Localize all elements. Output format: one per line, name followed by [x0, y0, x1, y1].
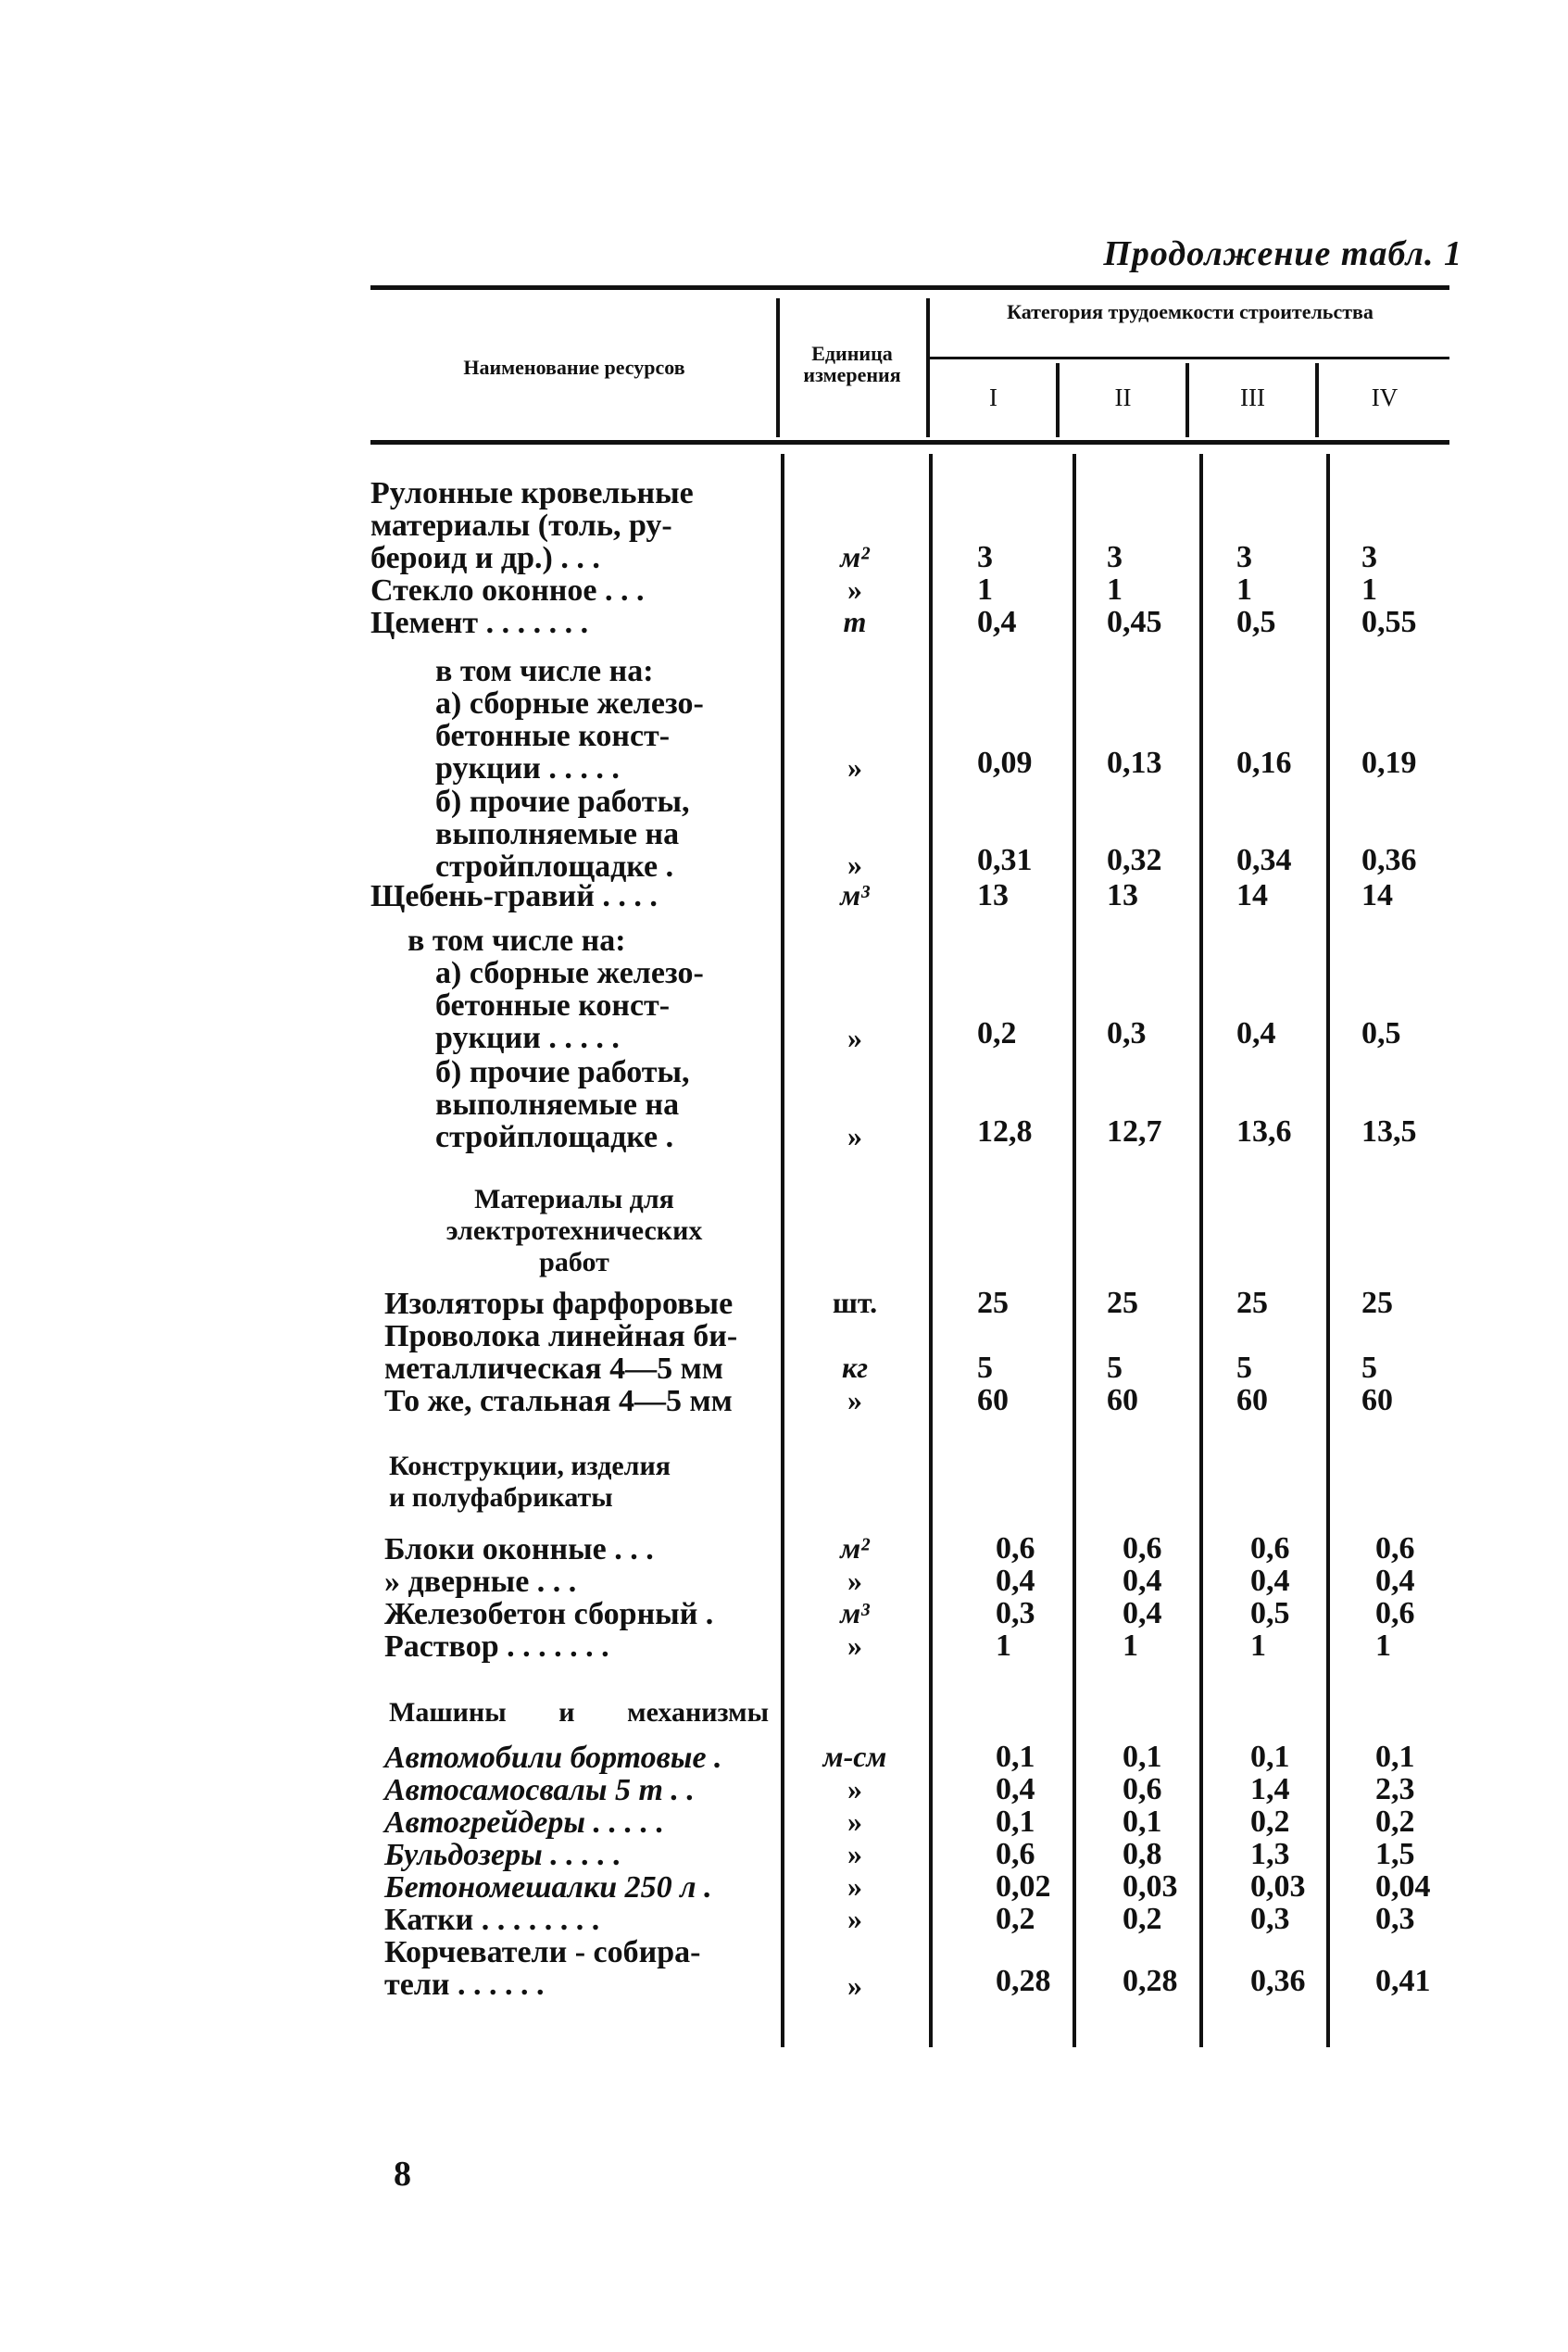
header-divider-name-unit: [776, 298, 780, 437]
header-name-column: Наименование ресурсов: [463, 356, 685, 379]
row-value-cat-4: 0,36: [1361, 843, 1417, 877]
row-name: Бульдозеры . . . . .: [384, 1838, 621, 1872]
row-unit: т: [843, 605, 867, 638]
body-divider-cat-2: [1199, 454, 1203, 2047]
row-unit: м³: [840, 1596, 870, 1629]
row-name: Проволока линейная би- металлическая 4—5 мм: [384, 1319, 738, 1386]
row-unit: »: [847, 1772, 862, 1805]
header-bottom-rule: [370, 440, 1449, 445]
row-value-cat-3: 60: [1236, 1383, 1268, 1417]
row-value-cat-2: 1: [1107, 572, 1123, 607]
row-value-cat-2: 60: [1107, 1383, 1138, 1417]
row-value-cat-4: 0,1: [1375, 1740, 1415, 1774]
row-value-cat-2: 0,4: [1123, 1596, 1162, 1630]
row-value-cat-3: 1,3: [1250, 1837, 1290, 1871]
row-value-cat-1: 0,3: [996, 1596, 1035, 1630]
row-value-cat-3: 0,4: [1250, 1564, 1290, 1598]
row-value-cat-3: 0,4: [1236, 1016, 1276, 1050]
body-divider-name-unit: [781, 454, 784, 2047]
row-value-cat-2: 0,13: [1107, 746, 1162, 780]
row-value-cat-1: 0,1: [996, 1805, 1035, 1839]
row-value-cat-2: 0,1: [1123, 1740, 1162, 1774]
row-value-cat-3: 0,3: [1250, 1902, 1290, 1936]
row-unit: »: [847, 1021, 862, 1054]
row-value-cat-4: 14: [1361, 878, 1393, 912]
row-name: Стекло оконное . . .: [370, 573, 645, 608]
row-value-cat-2: 5: [1107, 1351, 1123, 1385]
row-name: Корчеватели - собира- тели . . . . . .: [384, 1935, 701, 2002]
row-unit: »: [847, 1837, 862, 1870]
row-value-cat-1: 0,31: [977, 843, 1033, 877]
row-value-cat-4: 25: [1361, 1286, 1393, 1320]
row-value-cat-2: 0,45: [1107, 605, 1162, 639]
row-value-cat-4: 3: [1361, 540, 1377, 574]
row-unit: шт.: [832, 1286, 878, 1319]
header-unit-column: Единица измерения: [803, 342, 901, 387]
body-divider-cat-3: [1326, 454, 1330, 2047]
header-category-3: III: [1240, 384, 1265, 411]
row-value-cat-4: 0,55: [1361, 605, 1417, 639]
row-value-cat-3: 13,6: [1236, 1114, 1292, 1149]
row-unit: кг: [841, 1351, 869, 1384]
row-value-cat-4: 0,2: [1375, 1805, 1415, 1839]
header-divider-cat-3: [1315, 363, 1319, 437]
row-value-cat-1: 0,2: [977, 1016, 1017, 1050]
row-value-cat-4: 1: [1375, 1629, 1391, 1663]
row-name: Автомобили бортовые .: [384, 1741, 722, 1775]
row-value-cat-1: 0,4: [996, 1772, 1035, 1806]
row-name: б) прочие работы, выполняемые на стройплощадке .: [435, 785, 690, 884]
row-value-cat-1: 12,8: [977, 1114, 1033, 1149]
row-value-cat-2: 0,3: [1107, 1016, 1147, 1050]
row-subheading: в том числе на:: [435, 654, 654, 688]
row-value-cat-2: 0,6: [1123, 1772, 1162, 1806]
row-name: Изоляторы фарфоровые: [384, 1287, 734, 1321]
row-name: Блоки оконные . . .: [384, 1532, 654, 1566]
row-name: Щебень-гравий . . . .: [370, 879, 658, 913]
row-value-cat-2: 3: [1107, 540, 1123, 574]
body-divider-cat-1: [1073, 454, 1076, 2047]
row-name: Бетономешалки 250 л .: [384, 1870, 712, 1905]
row-name: Железобетон сборный .: [384, 1597, 714, 1631]
row-value-cat-4: 1,5: [1375, 1837, 1415, 1871]
row-subheading: в том числе на:: [408, 924, 626, 958]
table-top-rule: [370, 285, 1449, 290]
row-value-cat-2: 25: [1107, 1286, 1138, 1320]
row-value-cat-4: 0,3: [1375, 1902, 1415, 1936]
row-value-cat-4: 0,04: [1375, 1869, 1431, 1904]
row-value-cat-1: 0,09: [977, 746, 1033, 780]
row-name: » дверные . . .: [384, 1565, 577, 1599]
header-category-4: IV: [1371, 384, 1399, 411]
row-value-cat-1: 0,6: [996, 1837, 1035, 1871]
row-value-cat-2: 0,2: [1123, 1902, 1162, 1936]
row-value-cat-2: 0,8: [1123, 1837, 1162, 1871]
row-value-cat-1: 1: [996, 1629, 1011, 1663]
row-value-cat-4: 0,6: [1375, 1531, 1415, 1566]
row-value-cat-2: 0,4: [1123, 1564, 1162, 1598]
row-value-cat-1: 0,1: [996, 1740, 1035, 1774]
row-value-cat-4: 1: [1361, 572, 1377, 607]
section-heading: Машины и механизмы: [389, 1697, 769, 1728]
row-value-cat-3: 14: [1236, 878, 1268, 912]
row-unit: »: [847, 1383, 862, 1416]
row-unit: »: [847, 1119, 862, 1152]
row-value-cat-3: 3: [1236, 540, 1252, 574]
body-divider-unit-category: [929, 454, 933, 2047]
row-value-cat-3: 5: [1236, 1351, 1252, 1385]
row-value-cat-3: 1: [1236, 572, 1252, 607]
row-unit: »: [847, 1968, 862, 2002]
row-unit: м²: [840, 540, 870, 573]
row-value-cat-4: 60: [1361, 1383, 1393, 1417]
row-value-cat-4: 0,5: [1361, 1016, 1401, 1050]
row-value-cat-1: 5: [977, 1351, 993, 1385]
row-value-cat-2: 0,1: [1123, 1805, 1162, 1839]
header-category-1: I: [989, 384, 997, 411]
row-unit: »: [847, 848, 862, 881]
row-value-cat-1: 0,6: [996, 1531, 1035, 1566]
row-unit: »: [847, 572, 862, 606]
row-unit: »: [847, 1869, 862, 1903]
header-category-2: II: [1114, 384, 1132, 411]
row-name: Катки . . . . . . . .: [384, 1903, 600, 1937]
row-value-cat-3: 0,2: [1250, 1805, 1290, 1839]
row-name: Автосамосвалы 5 т . .: [384, 1773, 695, 1807]
row-value-cat-2: 13: [1107, 878, 1138, 912]
row-value-cat-1: 0,2: [996, 1902, 1035, 1936]
row-unit: м-см: [822, 1740, 887, 1773]
row-name: Раствор . . . . . . .: [384, 1629, 609, 1664]
row-value-cat-3: 25: [1236, 1286, 1268, 1320]
row-name: Цемент . . . . . . .: [370, 606, 589, 640]
row-value-cat-3: 0,6: [1250, 1531, 1290, 1566]
row-value-cat-1: 0,4: [977, 605, 1017, 639]
row-name: а) сборные железо- бетонные конст- рукции . . . . .: [435, 956, 704, 1055]
row-value-cat-1: 0,28: [996, 1964, 1051, 1998]
header-divider-cat-2: [1185, 363, 1189, 437]
header-category-column: Категория трудоемкости строительства: [1007, 300, 1374, 323]
row-value-cat-1: 3: [977, 540, 993, 574]
row-value-cat-1: 13: [977, 878, 1009, 912]
row-name: б) прочие работы, выполняемые на стройплощадке .: [435, 1055, 690, 1154]
row-value-cat-1: 25: [977, 1286, 1009, 1320]
row-unit: м³: [840, 878, 870, 912]
row-unit: »: [847, 750, 862, 784]
row-name: а) сборные железо- бетонные конст- рукции . . . . .: [435, 686, 704, 786]
row-value-cat-1: 0,02: [996, 1869, 1051, 1904]
row-value-cat-4: 2,3: [1375, 1772, 1415, 1806]
header-divider-unit-category: [926, 298, 930, 437]
row-value-cat-2: 0,32: [1107, 843, 1162, 877]
row-value-cat-4: 0,6: [1375, 1596, 1415, 1630]
row-value-cat-1: 1: [977, 572, 993, 607]
page-number: 8: [394, 2155, 411, 2194]
row-value-cat-3: 0,1: [1250, 1740, 1290, 1774]
row-value-cat-3: 0,34: [1236, 843, 1292, 877]
row-value-cat-4: 0,4: [1375, 1564, 1415, 1598]
row-value-cat-3: 0,5: [1236, 605, 1276, 639]
row-value-cat-2: 12,7: [1107, 1114, 1162, 1149]
category-rule: [926, 357, 1449, 359]
row-name: Рулонные кровельные материалы (толь, ру- бероид и др.) . . .: [370, 476, 694, 575]
row-value-cat-4: 0,41: [1375, 1964, 1431, 1998]
row-value-cat-2: 0,28: [1123, 1964, 1178, 1998]
row-unit: »: [847, 1629, 862, 1662]
row-value-cat-4: 13,5: [1361, 1114, 1417, 1149]
row-value-cat-2: 0,6: [1123, 1531, 1162, 1566]
row-value-cat-3: 0,03: [1250, 1869, 1306, 1904]
row-value-cat-2: 1: [1123, 1629, 1138, 1663]
header-divider-cat-1: [1056, 363, 1060, 437]
row-value-cat-1: 0,4: [996, 1564, 1035, 1598]
row-value-cat-4: 0,19: [1361, 746, 1417, 780]
row-value-cat-3: 0,16: [1236, 746, 1292, 780]
row-name: То же, стальная 4—5 мм: [384, 1384, 733, 1418]
row-value-cat-4: 5: [1361, 1351, 1377, 1385]
section-heading: Конструкции, изделия и полуфабрикаты: [389, 1451, 671, 1513]
row-unit: м²: [840, 1531, 870, 1565]
row-unit: »: [847, 1564, 862, 1597]
row-name: Автогрейдеры . . . . .: [384, 1805, 664, 1840]
row-value-cat-3: 1: [1250, 1629, 1266, 1663]
row-value-cat-2: 0,03: [1123, 1869, 1178, 1904]
section-heading: Материалы для электротехнических работ: [445, 1184, 703, 1277]
row-value-cat-1: 60: [977, 1383, 1009, 1417]
row-unit: »: [847, 1902, 862, 1935]
row-value-cat-3: 0,5: [1250, 1596, 1290, 1630]
row-value-cat-3: 1,4: [1250, 1772, 1290, 1806]
table-caption: Продолжение табл. 1: [1103, 234, 1462, 273]
row-value-cat-3: 0,36: [1250, 1964, 1306, 1998]
row-unit: »: [847, 1805, 862, 1838]
